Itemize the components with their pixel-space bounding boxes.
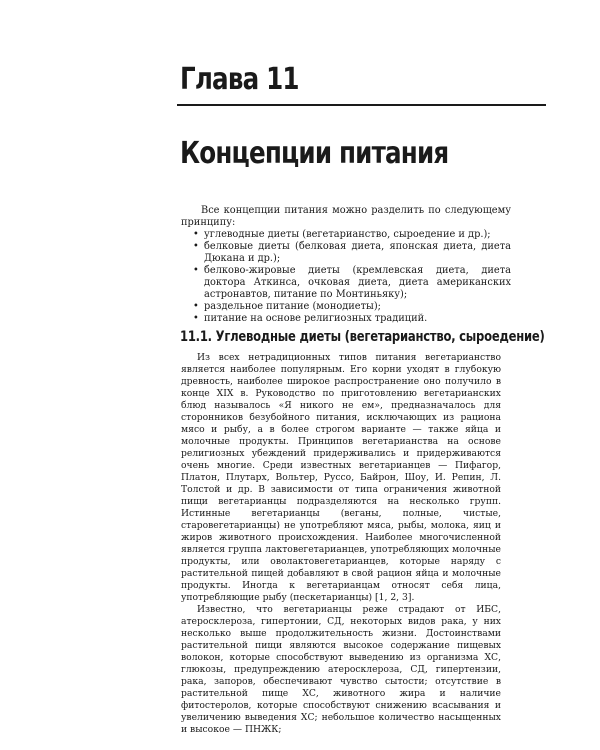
chapter-label: Глава 11: [180, 62, 299, 97]
chapter-title: Концепции питания: [180, 136, 449, 171]
body-paragraph: Из всех нетрадиционных типов питания вегетарианство является наиболее популярным. Его корни уходят в глубокую древность, наиболее широкое распространение оно получило в конце XIX в. Руководство по приготовлению вегетарианских блюд называлось «Я никого не ем», предназначалось для сторонников безубойного питания, исключающих из рациона мясо и рыбу, а в более строгом варианте — также яйца и молочные продукты. Принципов вегетарианства на основе религиозных убеждений придерживались и придерживаются очень многие. Среди известных вегетарианцев — Пифагор, Платон, Плутарх, Вольтер, Руссо, Байрон, Шоу, И. Репин, Л. Толстой и др. В зависимости от типа ограничения животной пищи вегетарианцы подразделяются на несколько групп. Истинные вегетарианцы (веганы, полные, чистые, старовегетарианцы) не употребляют мяса, рыбы, молока, яиц и жиров животного происхождения. Наиболее многочисленной является группа лактовегетарианцев, употребляющих молочные продукты, или оволактовегетарианцев, которые наряду с растительной пищей добавляют в свой рацион яйца и молочные продукты. Иногда к вегетарианцам относят себя лица, употребляющие рыбу (пескетарианцы) [1, 2, 3].: [181, 352, 501, 603]
diet-types-list: [181, 229, 511, 325]
body-paragraph: Известно, что вегетарианцы реже страдают от ИБС, атеросклероза, гипертонии, СД, некоторых видов рака, у них несколько выше продолжительность жизни. Достоинствами растительной пищи являются высокое содержание пищевых волокон, которые способствуют выведению из организма ХС, глюкозы, предупреждению атеросклероза, СД, гипертензии, рака, запоров, обеспечивают чувство сытости; отсутствие в растительной пище ХС, животного жира и наличие фитостеролов, которые способствуют снижению всасывания и увеличению выведения ХС; небольшое количество насыщенных и высокое — ПНЖК;: [181, 604, 501, 735]
section-heading: 11.1. Углеводные диеты (вегетарианство, сыроедение): [180, 329, 545, 345]
list-item: • раздельное питание (монодиеты);: [181, 301, 511, 313]
chapter-divider: [177, 104, 546, 106]
list-item: • белково-жировые диеты (кремлевская диета, диета доктора Аткинса, очковая диета, диета американских астронавтов, питание по Монтиньяку);: [181, 265, 511, 301]
list-item: • белковые диеты (белковая диета, японская диета, диета Дюкана и др.);: [181, 241, 511, 265]
section-body: [181, 352, 501, 736]
intro-lead: Все концепции питания можно разделить по следующему принципу:: [181, 205, 511, 228]
intro-block: [181, 205, 511, 325]
list-item: • питание на основе религиозных традиций.: [181, 313, 511, 325]
list-item: • углеводные диеты (вегетарианство, сыроедение и др.);: [181, 229, 511, 241]
